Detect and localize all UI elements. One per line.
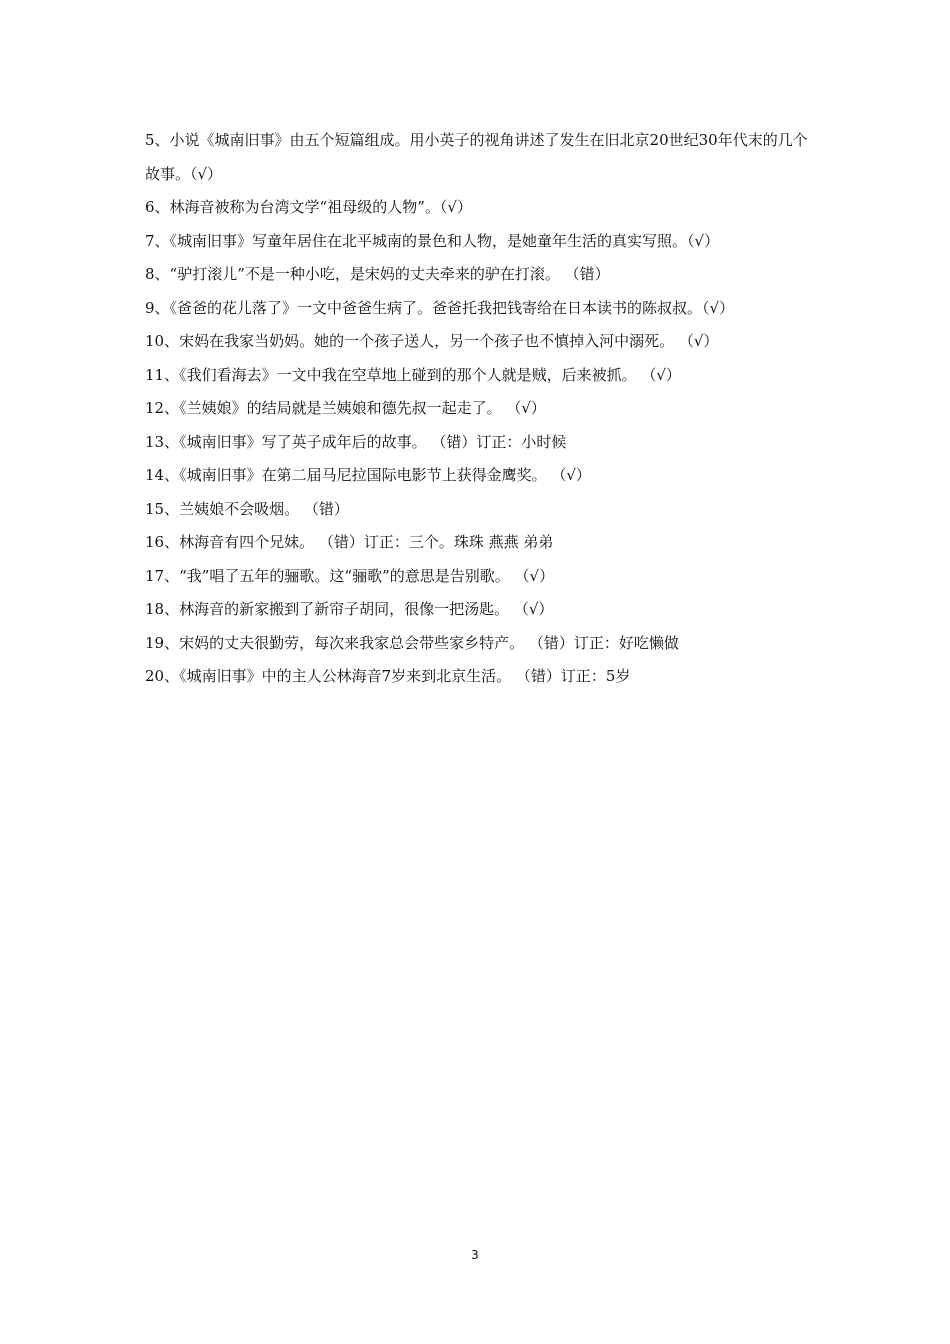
list-item: 16、林海音有四个兄妹。 （错）订正：三个。珠珠 燕燕 弟弟 bbox=[145, 533, 554, 551]
list-item: 11、《我们看海去》一文中我在空草地上碰到的那个人就是贼，后来被抓。 （√） bbox=[145, 365, 681, 384]
list-item: 7、《城南旧事》写童年居住在北平城南的景色和人物，是她童年生活的真实写照。（√） bbox=[145, 231, 720, 250]
list-item: 5、小说《城南旧事》由五个短篇组成。用小英子的视角讲述了发生在旧北京20世纪30年代末的几个故事。（√） bbox=[145, 131, 808, 183]
list-item: 10、宋妈在我家当奶妈。她的一个孩子送人，另一个孩子也不慎掉入河中溺死。 （√） bbox=[145, 332, 719, 350]
list-item: 9、《爸爸的花儿落了》一文中爸爸生病了。爸爸托我把钱寄给在日本读书的陈叔叔。（√） bbox=[145, 298, 735, 317]
list-item: 12、《兰姨娘》的结局就是兰姨娘和德先叔一起走了。 （√） bbox=[145, 399, 546, 417]
list-item: 8、“驴打滚儿”不是一种小吃，是宋妈的丈夫牵来的驴在打滚。 （错） bbox=[145, 265, 610, 283]
list-item: 13、《城南旧事》写了英子成年后的故事。 （错）订正：小时候 bbox=[145, 432, 567, 451]
list-item: 20、《城南旧事》中的主人公林海音7岁来到北京生活。 （错）订正：5岁 bbox=[145, 667, 631, 685]
question-list bbox=[145, 124, 815, 694]
list-item: 19、宋妈的丈夫很勤劳，每次来我家总会带些家乡特产。 （错）订正：好吃懒做 bbox=[145, 633, 679, 652]
page-number: 3 bbox=[471, 1248, 479, 1262]
list-item: 17、“我”唱了五年的骊歌。这“骊歌”的意思是告别歌。 （√） bbox=[145, 566, 555, 585]
list-item: 6、林海音被称为台湾文学“祖母级的人物”。（√） bbox=[145, 198, 472, 216]
list-item: 14、《城南旧事》在第二届马尼拉国际电影节上获得金鹰奖。 （√） bbox=[145, 466, 591, 484]
list-item: 18、林海音的新家搬到了新帘子胡同，很像一把汤匙。 （√） bbox=[145, 600, 554, 618]
list-item: 15、兰姨娘不会吸烟。 （错） bbox=[145, 499, 349, 518]
